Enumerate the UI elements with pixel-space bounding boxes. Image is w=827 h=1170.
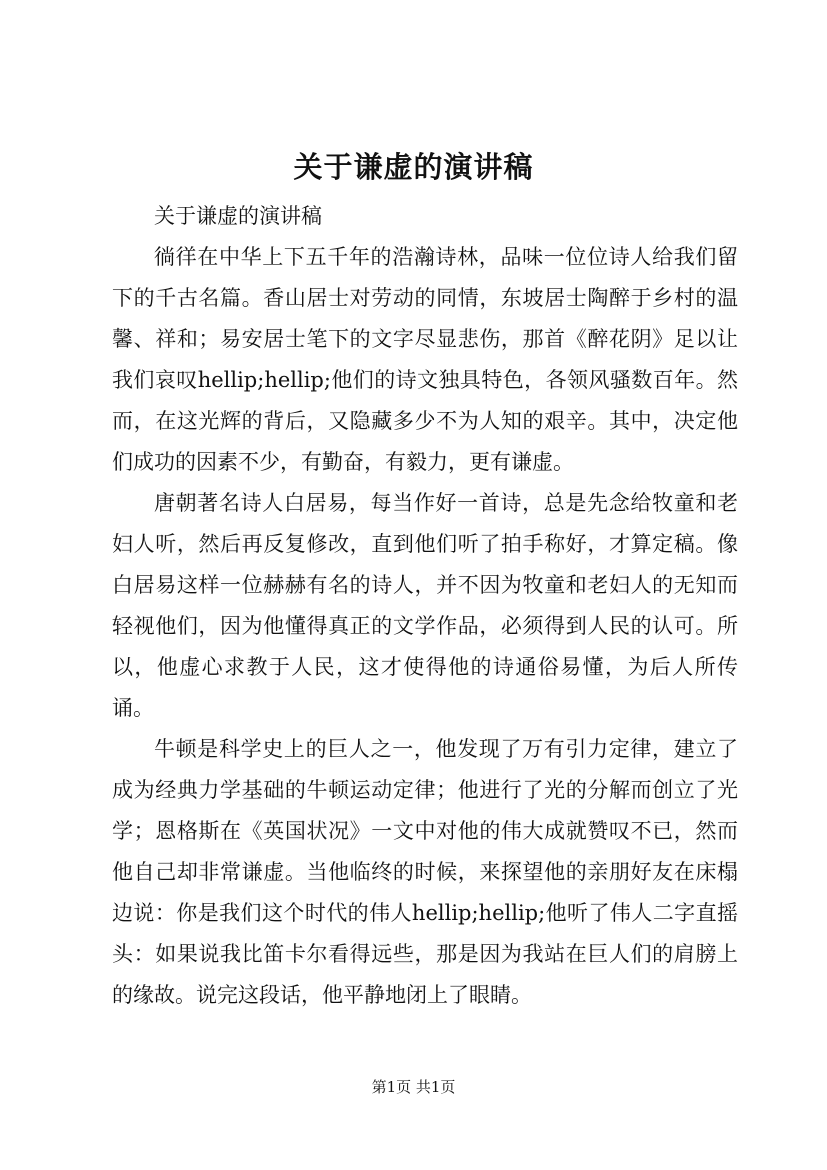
paragraph-bai-juyi: 唐朝著名诗人白居易，每当作好一首诗，总是先念给牧童和老妇人听，然后再反复修改，直到他们听了拍手称好，才算定稿。像白居易这样一位赫赫有名的诗人，并不因为牧童和老妇人的无知而轻视他们，因为他懂得真正的文学作品，必须得到人民的认可。所以，他虚心求教于人民，这才使得他的诗通俗易懂，为后人所传诵。 xyxy=(112,491,738,720)
paragraph-newton: 牛顿是科学史上的巨人之一，他发现了万有引力定律，建立了成为经典力学基础的牛顿运动定律；他进行了光的分解而创立了光学；恩格斯在《英国状况》一文中对他的伟大成就赞叹不已，然而他自己却非常谦虚。当他临终的时候，来探望他的亲朋好友在床榻边说：你是我们这个时代的伟人hellip;hellip;他听了伟人二字直摇头：如果说我比笛卡尔看得远些，那是因为我站在巨人们的肩膀上的缘故。说完这段话，他平静地闭上了眼睛。 xyxy=(112,737,738,1007)
page-number-label: 第1页 共1页 xyxy=(371,1078,456,1096)
paragraph-poets: 徜徉在中华上下五千年的浩瀚诗林，品味一位位诗人给我们留下的千古名篇。香山居士对劳动的同情，东坡居士陶醉于乡村的温馨、祥和；易安居士笔下的文字尽显悲伤，那首《醉花阴》足以让我们哀叹hellip;hellip;他们的诗文独具特色，各领风骚数百年。然而，在这光辉的背后，又隐藏多少不为人知的艰辛。其中，决定他们成功的因素不少，有勤奋，有毅力，更有谦虚。 xyxy=(112,245,738,474)
page-footer xyxy=(0,1076,827,1098)
document-title: 关于谦虚的演讲稿 xyxy=(293,150,534,184)
document-body xyxy=(112,196,738,1016)
document-subtitle: 关于谦虚的演讲稿 xyxy=(154,204,322,228)
